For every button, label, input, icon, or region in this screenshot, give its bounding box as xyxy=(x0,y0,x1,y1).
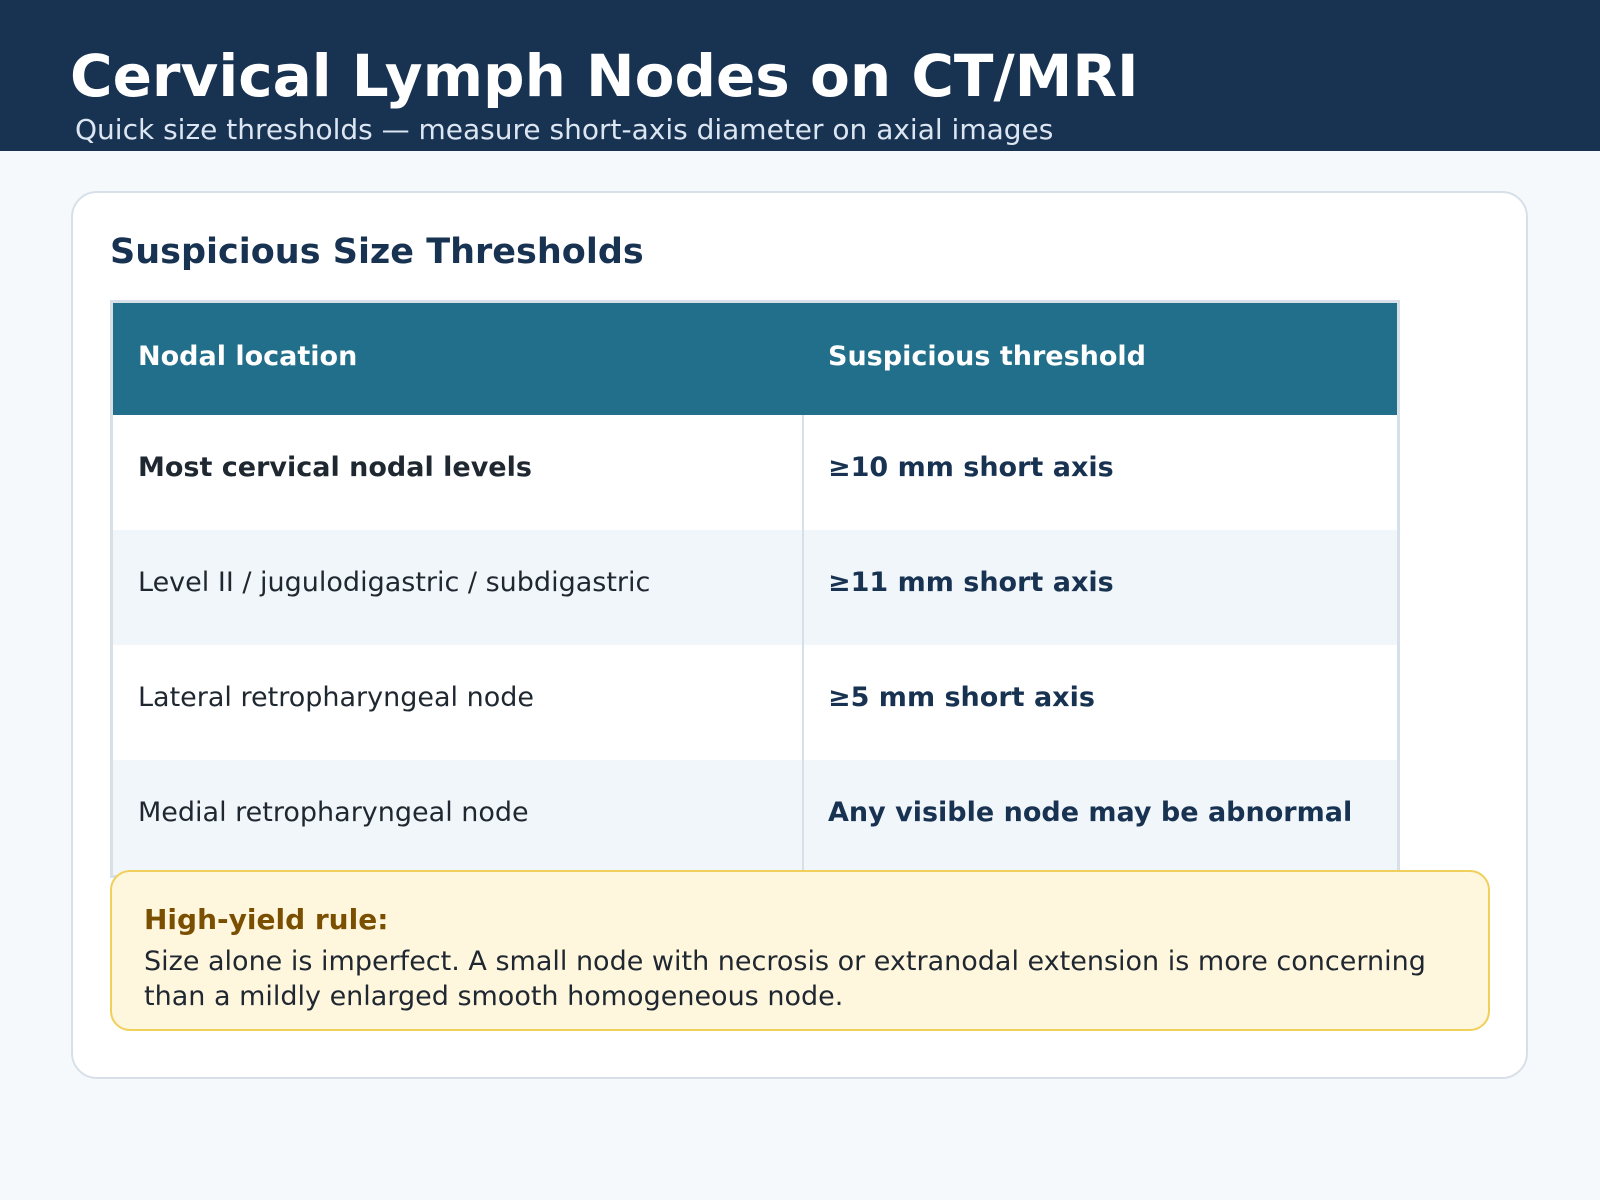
thresholds-table xyxy=(110,300,1400,878)
callout-title: High-yield rule: xyxy=(144,903,389,936)
card-title: Suspicious Size Thresholds xyxy=(110,232,644,272)
page-header xyxy=(0,0,1600,151)
table-row xyxy=(113,760,1397,875)
row-threshold: ≥10 mm short axis xyxy=(828,452,1114,483)
row-location: Level II / jugulodigastric / subdigastric xyxy=(138,567,651,598)
callout-body: Size alone is imperfect. A small node with necrosis or extranodal extension is more concerning than a mildly enlarged smooth homogeneous node. xyxy=(144,946,1426,1012)
row-location: Lateral retropharyngeal node xyxy=(138,682,534,713)
column-header-location: Nodal location xyxy=(138,341,358,372)
page-title: Cervical Lymph Nodes on CT/MRI xyxy=(70,42,1139,110)
table-row xyxy=(113,415,1397,530)
row-threshold: Any visible node may be abnormal xyxy=(828,797,1353,828)
row-threshold: ≥5 mm short axis xyxy=(828,682,1095,713)
table-row xyxy=(113,530,1397,645)
table-row xyxy=(113,645,1397,760)
page-subtitle: Quick size thresholds — measure short-axis diameter on axial images xyxy=(75,113,1054,146)
column-header-threshold: Suspicious threshold xyxy=(828,341,1147,372)
row-threshold: ≥11 mm short axis xyxy=(828,567,1114,598)
column-divider xyxy=(802,415,804,878)
row-location: Medial retropharyngeal node xyxy=(138,797,529,828)
table-header xyxy=(113,303,1397,415)
row-location: Most cervical nodal levels xyxy=(138,452,532,483)
